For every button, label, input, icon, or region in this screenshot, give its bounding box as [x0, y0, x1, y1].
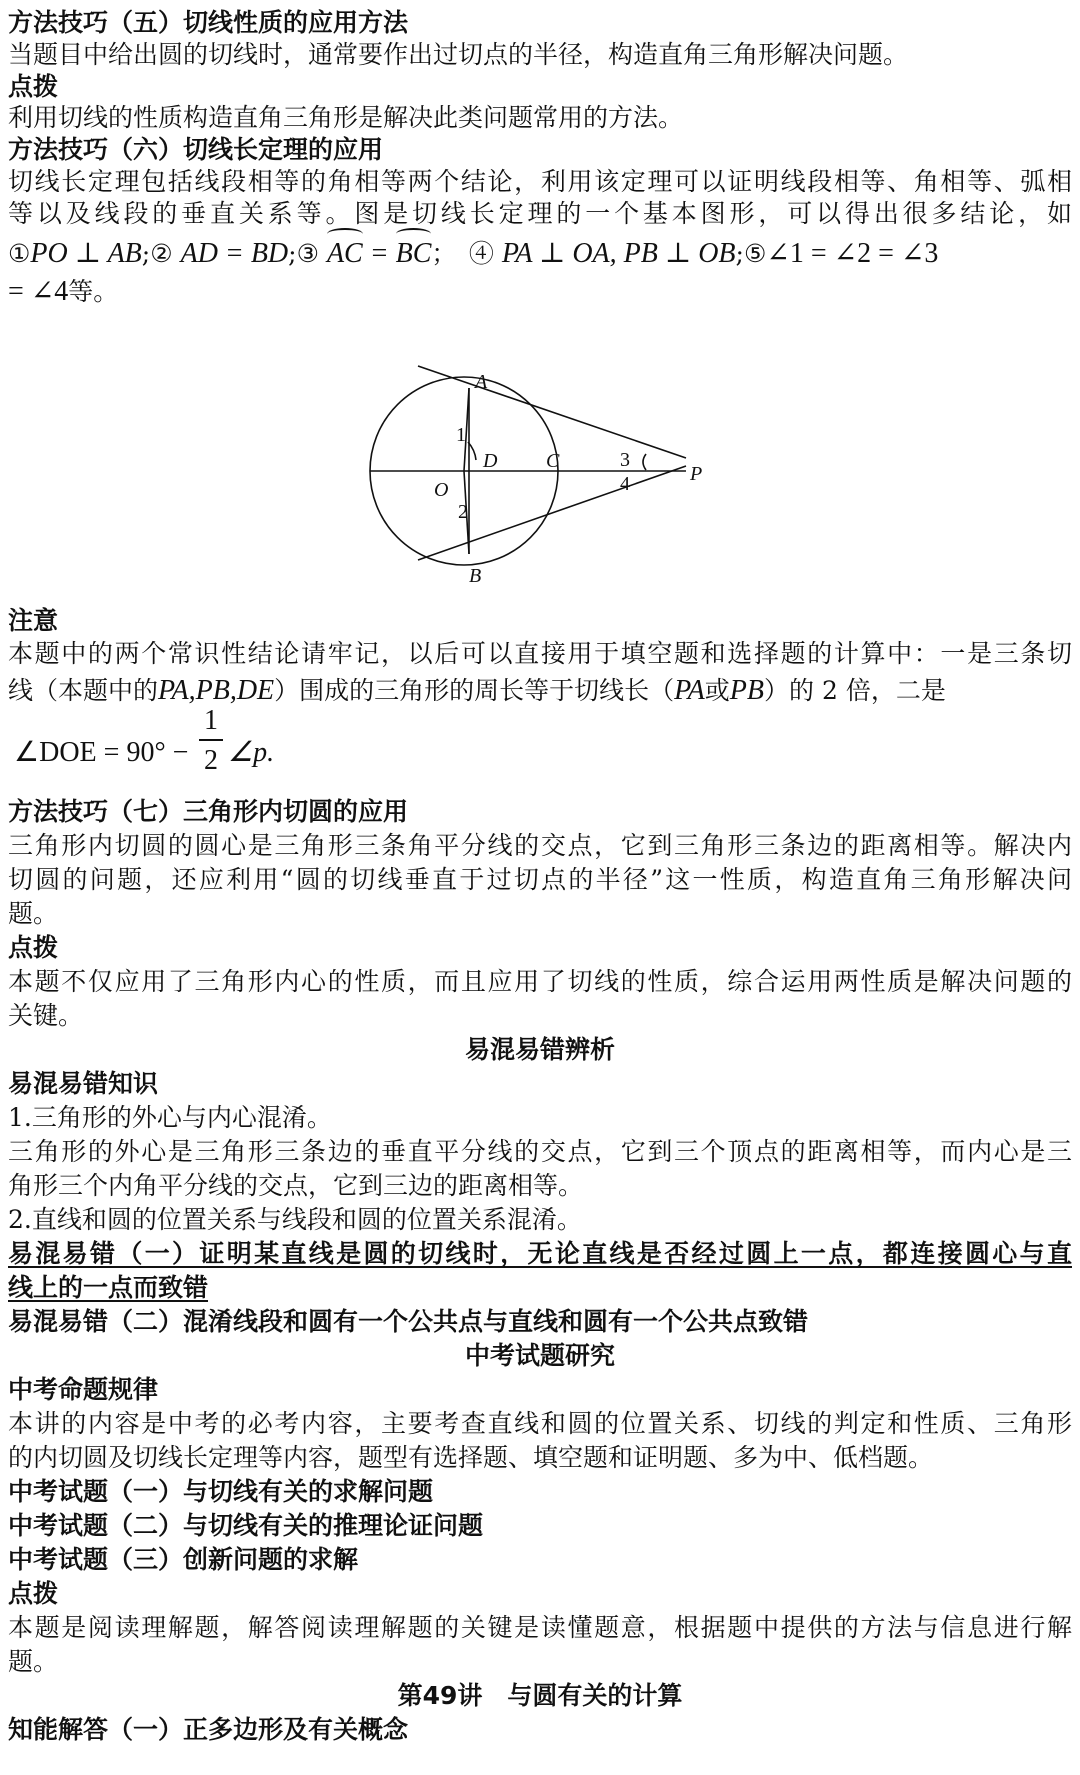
paragraph-line: 的内切圆及切线长定理等内容，题型有选择题、填空题和证明题、多为中、低档题。 — [8, 1443, 934, 1472]
label-p: P — [690, 463, 703, 485]
subheading-confusion-knowledge: 易混易错知识 — [8, 1069, 159, 1098]
formula-continuation-line: = ∠4等。 — [8, 276, 119, 307]
tip-heading: 点拨 — [8, 933, 59, 962]
paragraph-line: 角形三个内角平分线的交点，它到三边的距离相等。 — [8, 1171, 584, 1200]
label-o: O — [434, 479, 449, 501]
arc-bc: BC — [396, 234, 432, 274]
list-item: 2.直线和圆的位置关系与线段和圆的位置关系混淆。 — [8, 1205, 582, 1234]
heading-confusion-2: 易混易错（二）混淆线段和圆有一个公共点与直线和圆有一个公共点致错 — [8, 1307, 809, 1336]
heading-confusion-1: 易混易错（一）证明某直线是圆的切线时，无论直线是否经过圆上一点，都连接圆心与直 — [8, 1239, 1072, 1268]
heading-exam-3: 中考试题（三）创新问题的求解 — [8, 1545, 359, 1574]
heading-method-6: 方法技巧（六）切线长定理的应用 — [8, 135, 384, 164]
lecture-title: 第49讲 与圆有关的计算 — [397, 1681, 683, 1710]
heading-exam-2: 中考试题（二）与切线有关的推理论证问题 — [8, 1511, 484, 1540]
label-c: C — [546, 450, 560, 472]
heading-method-5: 方法技巧（五）切线性质的应用方法 — [8, 8, 409, 37]
section-title-exam: 中考试题研究 — [464, 1341, 615, 1370]
label-angle-4: 4 — [620, 473, 630, 495]
paragraph-line: 切圆的问题，还应利用“圆的切线垂直于过切点的半径”这一性质，构造直角三角形解决问 — [8, 865, 1072, 894]
paragraph-line: 利用切线的性质构造直角三角形是解决此类问题常用的方法。 — [8, 103, 684, 132]
list-item: 1.三角形的外心与内心混淆。 — [8, 1103, 332, 1132]
paragraph-line: 题。 — [8, 1647, 59, 1676]
formula-conclusions-line: ①PO ⊥ AB;② AD = BD;③ AC = BC； ④ PA ⊥ OA, PB ⊥ OB;⑤∠1 = ∠2 = ∠3 — [8, 234, 938, 274]
angle-arc-p — [643, 454, 646, 470]
paragraph-line: 本讲的内容是中考的必考内容，主要考查直线和圆的位置关系、切线的判定和性质、三角形 — [8, 1409, 1072, 1438]
fraction-numerator: 1 — [204, 705, 218, 736]
paragraph-line: 本题是阅读理解题，解答阅读理解题的关键是读懂题意，根据题中提供的方法与信息进行解 — [8, 1613, 1072, 1642]
fraction-denominator: 2 — [204, 745, 218, 776]
note-heading: 注意 — [8, 606, 59, 635]
label-a: A — [475, 371, 488, 393]
note-perimeter-line: 线（本题中的PA,PB,DE）围成的三角形的周长等于切线长（PA或PB）的 2 倍，二是 — [8, 675, 946, 706]
paragraph-line: 切线长定理包括线段相等的角相等两个结论，利用该定理可以证明线段相等、角相等、弧相 — [8, 167, 1072, 196]
paragraph-line: 三角形的外心是三角形三条边的垂直平分线的交点，它到三个顶点的距离相等，而内心是三 — [8, 1137, 1072, 1166]
label-angle-2: 2 — [458, 501, 468, 523]
heading-knowledge-1: 知能解答（一）正多边形及有关概念 — [8, 1715, 409, 1744]
section-title-confusion: 易混易错辨析 — [464, 1035, 615, 1064]
heading-exam-1: 中考试题（一）与切线有关的求解问题 — [8, 1477, 434, 1506]
tip-heading: 点拨 — [8, 72, 59, 101]
label-d: D — [483, 450, 498, 472]
paragraph-line: 题。 — [8, 899, 59, 928]
label-b: B — [469, 565, 482, 587]
heading-confusion-1-cont: 线上的一点而致错 — [8, 1273, 209, 1302]
paragraph-line: 等以及线段的垂直关系等。图是切线长定理的一个基本图形，可以得出很多结论，如 — [8, 199, 1072, 228]
paragraph-line: 三角形内切圆的圆心是三角形三条角平分线的交点，它到三角形三条边的距离相等。解决内 — [8, 831, 1072, 860]
subheading-exam-pattern: 中考命题规律 — [8, 1375, 159, 1404]
tip-heading: 点拨 — [8, 1579, 59, 1608]
heading-method-7: 方法技巧（七）三角形内切圆的应用 — [8, 797, 409, 826]
fraction-bar — [199, 739, 223, 741]
paragraph-line: 当题目中给出圆的切线时，通常要作出过切点的半径，构造直角三角形解决问题。 — [8, 40, 909, 69]
paragraph-line: 本题中的两个常识性结论请牢记，以后可以直接用于填空题和选择题的计算中：一是三条切 — [8, 639, 1072, 668]
arc-ac: AC — [327, 234, 363, 274]
label-angle-1: 1 — [456, 424, 466, 446]
paragraph-line: 关键。 — [8, 1001, 84, 1030]
tangent-length-figure — [358, 360, 703, 587]
paragraph-line: 本题不仅应用了三角形内心的性质，而且应用了切线的性质，综合运用两性质是解决问题的 — [8, 967, 1072, 996]
label-angle-3: 3 — [620, 449, 630, 471]
